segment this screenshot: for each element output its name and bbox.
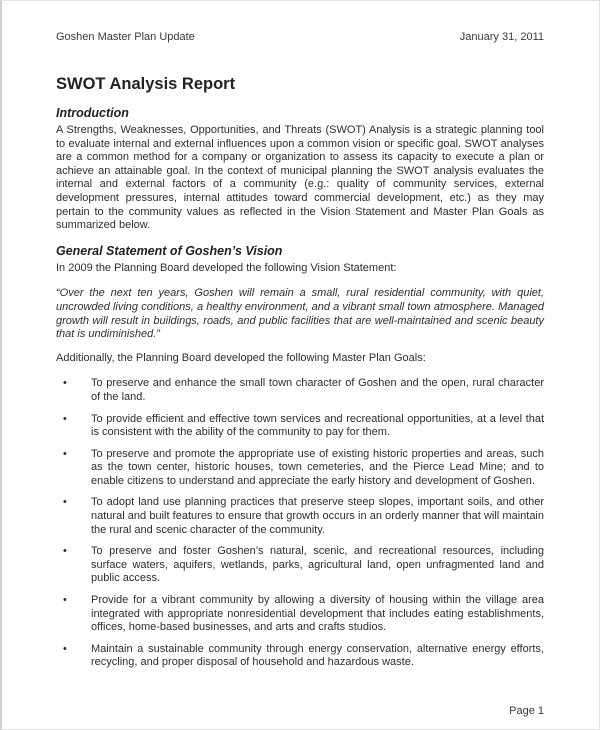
- document-header: [56, 31, 544, 44]
- list-item: [56, 448, 544, 489]
- list-item: [56, 377, 544, 404]
- header-date: January 31, 2011: [459, 31, 544, 43]
- section-heading-introduction: Introduction: [56, 106, 129, 120]
- bullet-icon: •: [63, 642, 67, 655]
- goal-text: Maintain a sustainable community through energy conservation, alternative energy efforts, recycling, and proper disposal of household and hazardous waste.: [91, 642, 544, 669]
- list-item: [56, 496, 544, 537]
- goal-text: Provide for a vibrant community by allowing a diversity of housing within the village area integrated with appropriate nonresidential development that includes eating establishments, offices, home-based businesses, and arts and crafts studios.: [91, 594, 544, 634]
- goal-text: To preserve and foster Goshen’s natural, scenic, and recreational resources, including surface waters, aquifers, wetlands, parks, agricultural land, open unfragmented land and public access.: [91, 545, 544, 585]
- goal-text: To adopt land use planning practices that preserve steep slopes, important soils, and other natural and built features to ensure that growth occurs in an orderly manner that will maintain the rural and scenic character of the community.: [91, 496, 544, 536]
- goal-text: To preserve and enhance the small town character of Goshen and the open, rural character of the land.: [91, 377, 544, 403]
- bullet-icon: •: [63, 594, 67, 607]
- list-item: [56, 413, 544, 440]
- goal-text: To provide efficient and effective town services and recreational opportunities, at a level that is consistent with the ability of the community to pay for them.: [91, 412, 544, 439]
- page-title: SWOT Analysis Report: [56, 75, 236, 93]
- introduction-paragraph: A Strengths, Weaknesses, Opportunities, and Threats (SWOT) Analysis is a strategic planning tool to evaluate internal and external influences upon a common vision or specific goal. SWOT analyses are a common method for a company or organization to assess its capacity to execute a plan or achieve an attainable goal. In the context of municipal planning the SWOT analysis evaluates the internal and external factors of a community (e.g.: quality of community services, external development pressures, internal attitudes toward commercial development, etc.) as they may pertain to the community values as reflected in the Vision Statement and Master Plan Goals as summarized below.: [56, 124, 544, 232]
- page-number: Page 1: [509, 705, 544, 717]
- vision-intro-line: In 2009 the Planning Board developed the following Vision Statement:: [56, 261, 397, 274]
- bullet-icon: •: [63, 496, 67, 509]
- header-document-name: Goshen Master Plan Update: [56, 31, 195, 43]
- list-item: [56, 643, 544, 670]
- bullet-icon: •: [63, 377, 67, 390]
- bullet-icon: •: [63, 545, 67, 558]
- section-heading-vision: General Statement of Goshen’s Vision: [56, 243, 283, 258]
- vision-statement-quote: “Over the next ten years, Goshen will remain a small, rural residential community, with quiet, uncrowded living conditions, a healthy environment, and a vibrant small town atmosphere. Managed growth will result in buildings, roads, and public facilities that are well-maintained and scenic beauty that is undiminished.”: [56, 287, 544, 341]
- bullet-icon: •: [63, 447, 67, 460]
- list-item: [56, 594, 544, 635]
- bullet-icon: •: [63, 412, 67, 425]
- document-footer: [509, 705, 544, 717]
- goals-intro-line: Additionally, the Planning Board developed the following Master Plan Goals:: [56, 351, 426, 364]
- master-plan-goals-list: [56, 377, 544, 670]
- list-item: [56, 545, 544, 586]
- goal-text: To preserve and promote the appropriate use of existing historic properties and areas, such as the town center, historic houses, town cemeteries, and the Pierce Lead Mine; and to enable citizens to understand and appreciate the early history and development of Goshen.: [91, 447, 544, 487]
